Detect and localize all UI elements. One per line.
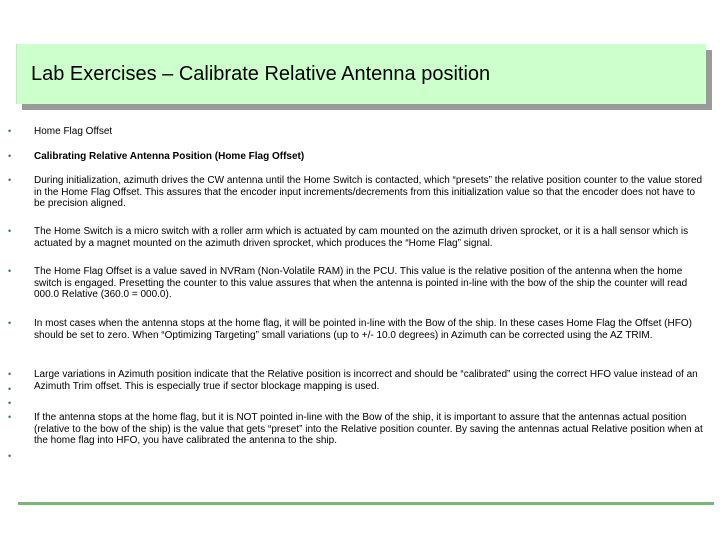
bullet-not-pointed: If the antenna stops at the home flag, but it is NOT pointed in-line with the Bow of the ship, it is important to assure that the antennas actual position (relative to the bow of the ship) is the value that gets “preset” into the Relative position counter. By saving the antennas actual Relative position when at the home flag into HFO, you have calibrated the antenna to the ship. xyxy=(34,412,703,447)
bullet-dot: • xyxy=(8,266,12,276)
bullet-large-variations: Large variations in Azimuth position indicate that the Relative position is incorrect and should be “calibrated” using the correct HFO value instead of an Azimuth Trim offset. This is especially true if sector blockage mapping is used. xyxy=(34,369,698,392)
bullet-dot: • xyxy=(8,369,12,379)
bullet-dot: • xyxy=(8,384,12,394)
bullet-home-switch: The Home Switch is a micro switch with a roller arm which is actuated by cam mounted on the azimuth driven sprocket, or it is a hall sensor which is actuated by a magnet mounted on the azimuth driven sprocket, which produces the “Home Flag” signal. xyxy=(34,226,689,249)
bullet-dot: • xyxy=(8,398,12,408)
bullet-dot: • xyxy=(8,175,12,185)
bullet-most-cases: In most cases when the antenna stops at the home flag, it will be pointed in-line with the Bow of the ship. In these cases Home Flag the Offset (HFO) should be set to zero. When “Optimizing Targeting” small variations (up to +/- 10.0 degrees) in Azimuth can be corrected using the AZ TRIM. xyxy=(34,318,692,341)
bullet-dot: • xyxy=(8,451,12,461)
bullet-initialization: During initialization, azimuth drives the CW antenna until the Home Switch is contacted, which “presets” the relative position counter to the value stored in the Home Flag Offset. This assures that the encoder input increments/decrements from this initialization value so that the encoder does not have to be precision aligned. xyxy=(34,175,703,210)
bullet-dot: • xyxy=(8,412,12,422)
bottom-rule xyxy=(18,502,714,505)
bullet-dot: • xyxy=(8,126,12,136)
bullet-dot: • xyxy=(8,318,12,328)
bullet-dot: • xyxy=(8,151,12,161)
bullet-calibrating-heading: Calibrating Relative Antenna Position (Home Flag Offset) xyxy=(34,151,305,162)
bullet-home-flag-offset: Home Flag Offset xyxy=(34,126,113,137)
bullet-nvram-value: The Home Flag Offset is a value saved in NVRam (Non-Volatile RAM) in the PCU. This value is the relative position of the antenna when the home switch is engaged. Presetting the counter to this value assures that when the antenna is pointed in-line with the bow of the ship the counter will read 000.0 Relative (360.0 = 000.0). xyxy=(34,266,688,301)
slide-title: Lab Exercises – Calibrate Relative Antenna position xyxy=(31,63,491,85)
bullet-dot: • xyxy=(8,226,12,236)
title-banner xyxy=(16,44,706,104)
